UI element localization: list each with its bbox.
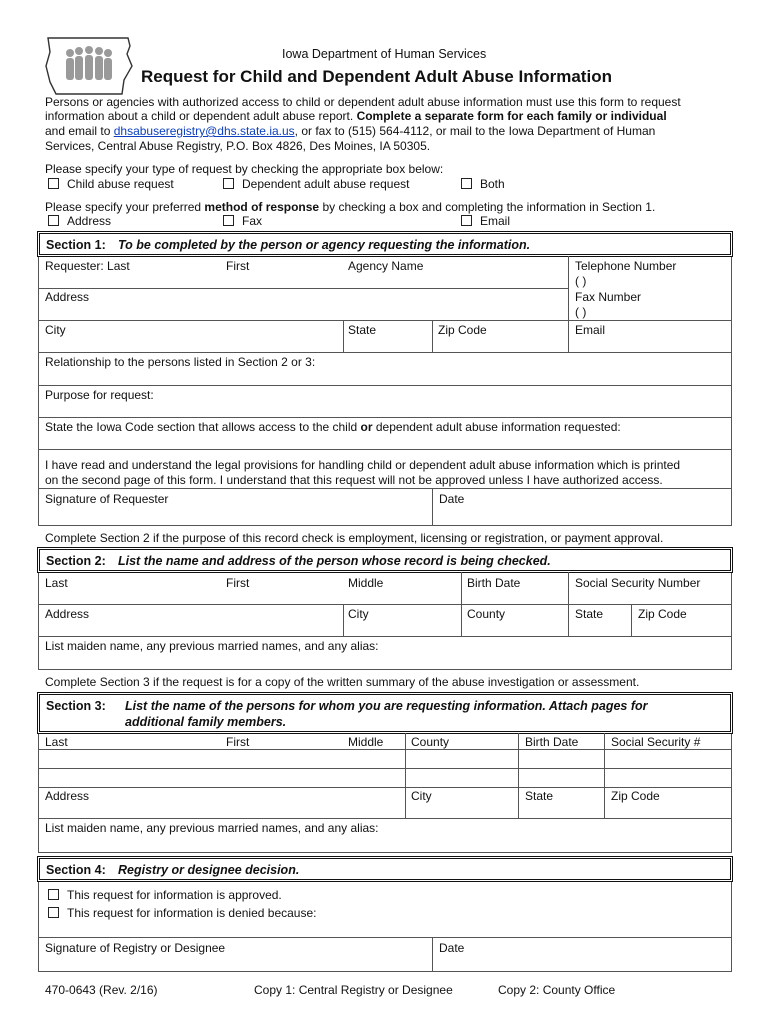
s3-state-label: State [525,789,554,803]
both-label: Both [480,177,505,191]
agency-name-label: Agency Name [348,259,424,273]
requester-last-label: Requester: Last [45,259,130,273]
s1-line [38,417,732,418]
s3-zip-label: Zip Code [611,789,660,803]
s1-line [38,488,732,489]
section3-title-1: List the name of the persons for whom you are requesting information. Attach pages for [125,699,648,713]
legal-statement-2: on the second page of this form. I understand that this request will not be approved unless I have authorized access. [45,473,663,487]
state-label: State [348,323,377,337]
relationship-label: Relationship to the persons listed in Section 2 or 3: [45,355,316,369]
iowa-dhs-logo [44,36,134,98]
section1-label: Section 1: [46,238,106,252]
dependent-adult-label: Dependent adult abuse request [242,177,410,191]
s1-line [38,385,732,386]
copy1-label: Copy 1: Central Registry or Designee [254,983,453,997]
section4-title: Registry or designee decision. [118,863,300,877]
s2-maiden-label: List maiden name, any previous married names, and any alias: [45,639,379,653]
s3-vline [604,733,605,818]
s2-line [38,636,732,637]
response-method-prompt [45,200,655,214]
section4-label: Section 4: [46,863,106,877]
registry-signature-label: Signature of Registry or Designee [45,941,226,955]
address-method-checkbox[interactable] [48,215,59,226]
s3-line [38,768,732,769]
dependent-adult-checkbox[interactable] [223,178,234,189]
s2-first-label: First [226,576,250,590]
requester-date-label: Date [439,492,465,506]
both-checkbox[interactable] [461,178,472,189]
zip-label: Zip Code [438,323,487,337]
fax-method-checkbox[interactable] [223,215,234,226]
s3-county-label: County [411,735,450,749]
s3-last-label: Last [45,735,68,749]
s1-vline [568,256,569,352]
s3-ssn-label: Social Security # [611,735,701,749]
s3-address-label: Address [45,789,90,803]
section2-label: Section 2: [46,554,106,568]
s3-line [38,787,732,788]
response-prompt-text: Please specify your preferred [45,200,202,214]
child-abuse-checkbox[interactable] [48,178,59,189]
iowa-code-rest: dependent adult abuse information requested: [375,420,621,434]
s4-line [38,937,732,938]
denied-checkbox[interactable] [48,907,59,918]
copy2-label: Copy 2: County Office [498,983,616,997]
email-label: Email [575,323,606,337]
address-method-label: Address [67,214,112,228]
fax-area-code: ( ) [575,305,587,319]
s2-vline [343,604,344,636]
section3-title-2: additional family members. [125,715,287,729]
s2-address-label: Address [45,607,90,621]
s1-line [38,449,732,450]
telephone-area-code: ( ) [575,274,587,288]
requester-signature-label: Signature of Requester [45,492,169,506]
s1-vline [432,488,433,526]
approved-label: This request for information is approved. [67,888,282,902]
intro-line-3-rest: , or fax to (515) 564-4112, or mail to the Iowa Department of Human [294,124,656,138]
s3-vline [518,733,519,818]
request-type-prompt: Please specify your type of request by checking the appropriate box below: [45,162,444,176]
s1-vline [343,320,344,352]
s1-line [38,288,568,289]
intro-line-2 [45,109,667,123]
s2-ssn-label: Social Security Number [575,576,701,590]
s2-vline [461,572,462,636]
response-prompt-rest: by checking a box and completing the information in Section 1. [322,200,656,214]
s4-vline [432,937,433,972]
section1-header [37,231,733,257]
section4-header [37,856,733,882]
fax-method-label: Fax [242,214,263,228]
intro-line-3 [45,124,655,138]
s1-vline [432,320,433,352]
purpose-label: Purpose for request: [45,388,154,402]
s3-maiden-label: List maiden name, any previous married names, and any alias: [45,821,379,835]
registry-email-link[interactable]: dhsabuseregistry@dhs.state.ia.us [113,124,295,138]
s3-first-label: First [226,735,250,749]
s2-middle-label: Middle [348,576,384,590]
s2-county-label: County [467,607,506,621]
form-number: 470-0643 (Rev. 2/16) [45,983,158,997]
s2-city-label: City [348,607,369,621]
approved-checkbox[interactable] [48,889,59,900]
intro-line-3-text: and email to [45,124,111,138]
section3-instruction: Complete Section 3 if the request is for a copy of the written summary of the abuse investigation or assessment. [45,675,640,689]
s2-vline [631,604,632,636]
s3-vline [405,733,406,818]
iowa-code-or: or [360,420,373,434]
s2-last-label: Last [45,576,68,590]
s3-line [38,749,732,750]
email-method-label: Email [480,214,511,228]
s2-birth-date-label: Birth Date [467,576,521,590]
iowa-code-label [45,420,621,434]
section3-label: Section 3: [46,699,106,713]
legal-statement-1: I have read and understand the legal provisions for handling child or dependent adult abuse information which is printed [45,458,681,472]
s3-birth-date-label: Birth Date [525,735,579,749]
telephone-label: Telephone Number [575,259,677,273]
intro-line-2-bold: Complete a separate form for each family or individual [356,109,667,123]
s2-state-label: State [575,607,604,621]
s2-vline [568,572,569,636]
requester-first-label: First [226,259,250,273]
denied-label: This request for information is denied because: [67,906,317,920]
intro-line-4: Services, Central Abuse Registry, P.O. Box 4826, Des Moines, IA 50305. [45,139,431,153]
s3-city-label: City [411,789,432,803]
iowa-code-text: State the Iowa Code section that allows access to the child [45,420,358,434]
agency-name: Iowa Department of Human Services [282,47,487,61]
intro-line-1: Persons or agencies with authorized access to child or dependent adult abuse information must use this form to request [45,95,681,109]
response-prompt-bold: method of response [204,200,320,214]
s2-zip-label: Zip Code [638,607,687,621]
fax-label: Fax Number [575,290,642,304]
registry-date-label: Date [439,941,465,955]
section3-header [37,692,733,734]
section2-instruction: Complete Section 2 if the purpose of this record check is employment, licensing or registration, or payment approval. [45,531,664,545]
s3-line [38,818,732,819]
s1-line [38,320,732,321]
s3-middle-label: Middle [348,735,384,749]
s1-line [38,352,732,353]
intro-line-2-text: information about a child or dependent adult abuse report. [45,109,354,123]
section2-header [37,547,733,573]
s2-line [38,604,732,605]
city-label: City [45,323,66,337]
form-title: Request for Child and Dependent Adult Abuse Information [141,67,612,86]
section1-title: To be completed by the person or agency requesting the information. [118,238,531,252]
email-method-checkbox[interactable] [461,215,472,226]
address-label: Address [45,290,90,304]
section2-title: List the name and address of the person whose record is being checked. [118,554,551,568]
child-abuse-label: Child abuse request [67,177,174,191]
